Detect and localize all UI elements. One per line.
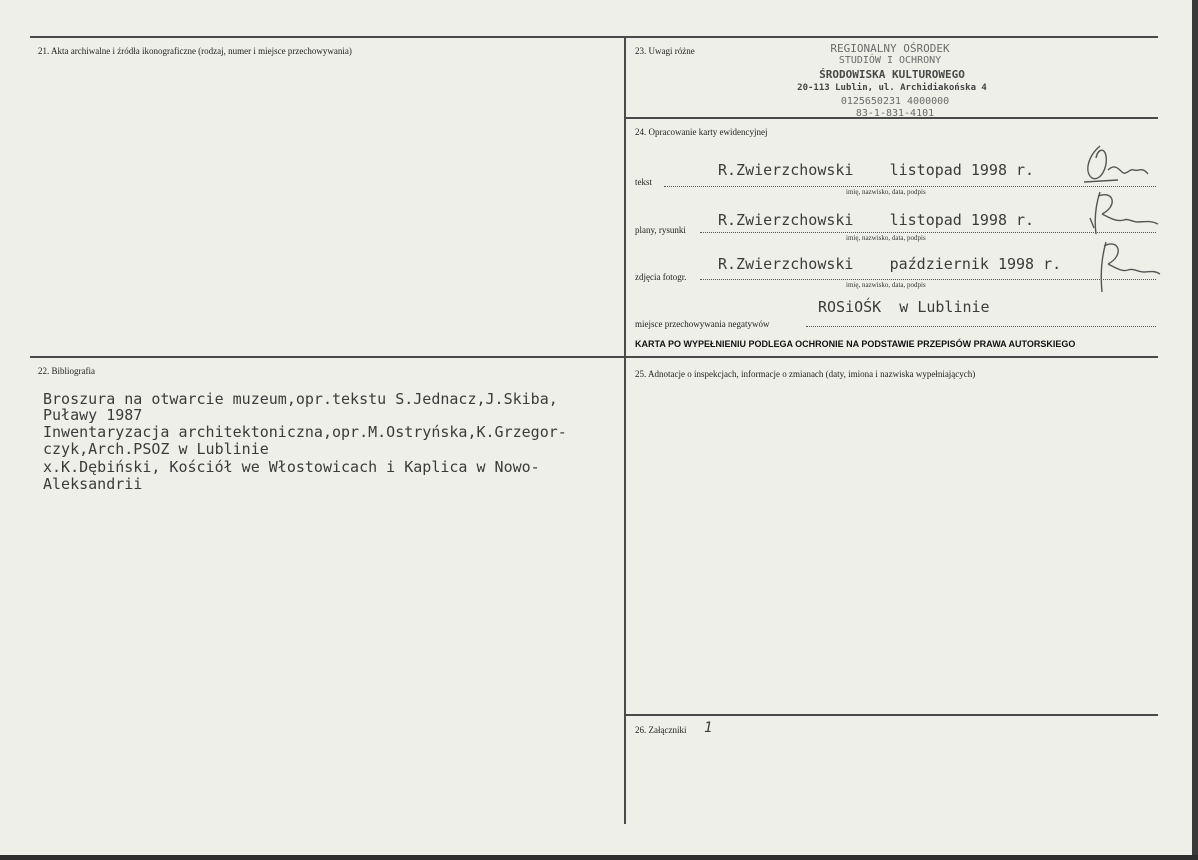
bibliography-line: czyk,Arch.PSOZ w Lublinie [43, 440, 269, 458]
negatives-dotted-line [806, 326, 1156, 327]
stamp-line: STUDIÓW I OCHRONY [838, 55, 942, 66]
bibliography-line: x.K.Dębiński, Kościół we Włostowicach i Kaplica w Nowo- [43, 458, 540, 476]
drawings-author-label: plany, rysunki [635, 225, 686, 235]
photos-author-dotted-line [700, 279, 1156, 280]
text-author-value: R.Zwierzchowski listopad 1998 r. [718, 161, 1035, 179]
negatives-location-value: ROSiOŚK w Lublinie [818, 298, 990, 316]
stamp-line: 0125650231 4000000 [840, 96, 950, 107]
section-23-label: 23. Uwagi różne [635, 46, 695, 56]
bibliography-line: Puławy 1987 [43, 406, 143, 424]
section-24-label: 24. Opracowanie karty ewidencyjnej [635, 127, 768, 137]
photos-author-value: R.Zwierzchowski październik 1998 r. [718, 255, 1062, 273]
photos-author-label: zdjęcia fotogr. [635, 272, 687, 282]
text-author-caption: imię, nazwisko, data, podpis [846, 188, 926, 196]
stamp-line: 20-113 Lublin, ul. Archidiakońska 4 [797, 83, 987, 93]
s25-bottom-border [625, 714, 1158, 716]
drawings-author-value: R.Zwierzchowski listopad 1998 r. [718, 211, 1035, 229]
stamp-line: 83-1-831-4101 [855, 108, 935, 119]
text-author-label: tekst [635, 177, 652, 187]
section-21-label: 21. Akta archiwalne i źródła ikonograficzne (rodzaj, numer i miejsce przechowywania) [38, 46, 352, 56]
negatives-location-label: miejsce przechowywania negatywów [635, 319, 770, 329]
top-border [30, 36, 1158, 38]
stamp-line: REGIONALNY OŚRODEK [830, 42, 950, 55]
signature-icon [1084, 188, 1164, 240]
scan-edge-bottom [0, 855, 1198, 860]
center-divider [624, 36, 626, 824]
middle-border [30, 356, 1158, 358]
signature-icon [1078, 138, 1158, 188]
bibliography-line: Inwentaryzacja architektoniczna,opr.M.Ostryńska,K.Grzegor- [43, 423, 567, 441]
section-26-label: 26. Załączniki [635, 725, 687, 735]
drawings-author-caption: imię, nazwisko, data, podpis [846, 234, 926, 242]
scan-edge-right [1192, 0, 1198, 860]
copyright-notice: KARTA PO WYPEŁNIENIU PODLEGA OCHRONIE NA PODSTAWIE PRZEPISÓW PRAWA AUTORSKIEGO [635, 339, 1076, 349]
section-25-label: 25. Adnotacje o inspekcjach, informacje o zmianach (daty, imiona i nazwiska wypełniających) [635, 369, 976, 379]
bibliography-line: Broszura na otwarcie muzeum,opr.tekstu S.Jednacz,J.Skiba, [43, 390, 558, 408]
attachments-count: 1 [704, 720, 713, 736]
section-22-label: 22. Bibliografia [38, 366, 95, 376]
bibliography-line: Aleksandrii [43, 475, 143, 493]
stamp-line: ŚRODOWISKA KULTUROWEGO [819, 68, 965, 81]
photos-author-caption: imię, nazwisko, data, podpis [846, 281, 926, 289]
signature-icon [1092, 236, 1164, 296]
